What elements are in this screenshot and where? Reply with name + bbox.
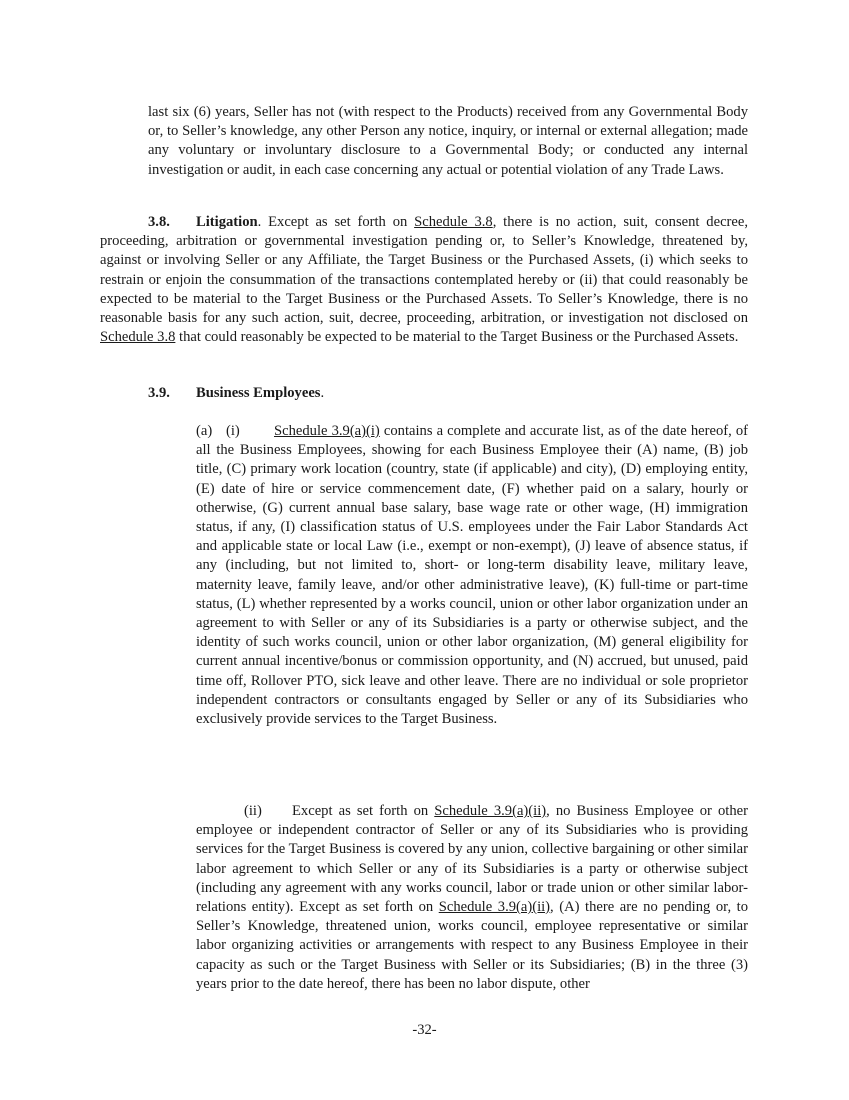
schedule-reference: Schedule 3.8 (414, 214, 493, 230)
section-text: that could reasonably be expected to be material to the Target Business or the Purchased Assets. (175, 329, 739, 346)
section-title: Business Employees (196, 385, 321, 401)
schedule-reference: Schedule 3.9(a)(ii) (438, 899, 551, 916)
subsection-3-9-a-i (196, 422, 748, 729)
section-text: . Except as set forth on (257, 214, 415, 230)
subsection-3-9-a-ii (196, 802, 748, 994)
subsection-text: contains a complete and accurate list, as of the date hereof, of all the Business Employees, showing for each Business Employee their (A) name, (B) job title, (C) primary work location (country, state (if applicable) and city), (D) employing entity, (E) date of hire or service commencement date, (F) whether paid on a salary, hourly or otherwise, (G) current annual base salary, base wage rate or other wage, (H) immigration status, if any, (I) classification status of U.S. employees under the Fair Labor Standards Act and applicable state or local Law (i.e., exempt or non-exempt), (J) leave of absence status, if any (including, but not limited to, short- or long-term disability leave, military leave, maternity leave, family leave, and/or other administrative leave), (K) full-time or part-time status, (L) whether represented by a works council, union or other labor organization under an agreement to with Seller or any of its Subsidiaries is a party or otherwise subject, and the identity of such works council, union or other labor organization, (M) general eligibility for current annual incentive/bonus or commission opportunity, and (N) accrued, but unused, paid time off, Rollover PTO, sick leave and other leave. There are no individual or sole proprietor independent contractors or consultants engaged by Seller or any of its Subsidiaries who exclusively provide services to the Target Business. (196, 423, 749, 728)
subsection-label-i: (i) (226, 423, 240, 439)
section-3-8-litigation (100, 213, 748, 347)
subsection-text: , (A) there are no pending or, to Seller’s Knowledge, threatened union, works council, employee representative or similar labor organizing activities or arrangements with respect to any Business Employee in their capacity as such or the Target Business with Seller or its Subsidiaries; (B) in the three (3) years prior to the date hereof, there has been no labor dispute, other (196, 899, 748, 992)
schedule-reference: Schedule 3.9(a)(ii) (434, 803, 547, 819)
subsection-text: Except as set forth on (292, 803, 435, 819)
schedule-reference: Schedule 3.9(a)(i) (274, 423, 380, 439)
section-number: 3.8. (148, 214, 170, 230)
page-number: -32- (412, 1022, 437, 1038)
subsection-label-ii: (ii) (244, 803, 262, 819)
subsection-label-a: (a) (196, 423, 213, 439)
intro-paragraph: last six (6) years, Seller has not (with respect to the Products) received from any Governmental Body or, to Seller’s knowledge, any other Person any notice, inquiry, or internal or external allegation; made any voluntary or involuntary disclosure to a Governmental Body; or conducted any internal investigation or audit, in each case concerning any actual or potential violation of any Trade Laws. (148, 104, 748, 178)
section-text: , there is no action, suit, consent decree, proceeding, arbitration or governmental investigation pending or, to Seller’s Knowledge, threatened by, against or involving Seller or any Affiliate, the Target Business or the Purchased Assets, (i) which seeks to restrain or enjoin the consummation of the transactions contemplated hereby or (ii) that could reasonably be expected to be material to the Target Business or the Purchased Assets. To Seller’s Knowledge, there is no reasonable basis for any such action, suit, decree, proceeding, arbitration, or investigation not disclosed on (100, 214, 749, 327)
subsection-text: , no Business Employee or other employee or independent contractor of Seller or any of its Subsidiaries who is providing services for the Target Business is covered by any union, collective bargaining or other similar labor agreement to which Seller or any of its Subsidiaries is a party or otherwise subject (including any agreement with any works council, labor or trade union or other similar labor-relations entity). Except as set forth on (196, 803, 748, 916)
schedule-reference: Schedule 3.8 (100, 329, 176, 346)
section-title: Litigation (196, 214, 258, 230)
section-3-9-heading (148, 384, 748, 403)
section-title-suffix: . (320, 385, 325, 401)
section-number: 3.9. (148, 385, 170, 401)
